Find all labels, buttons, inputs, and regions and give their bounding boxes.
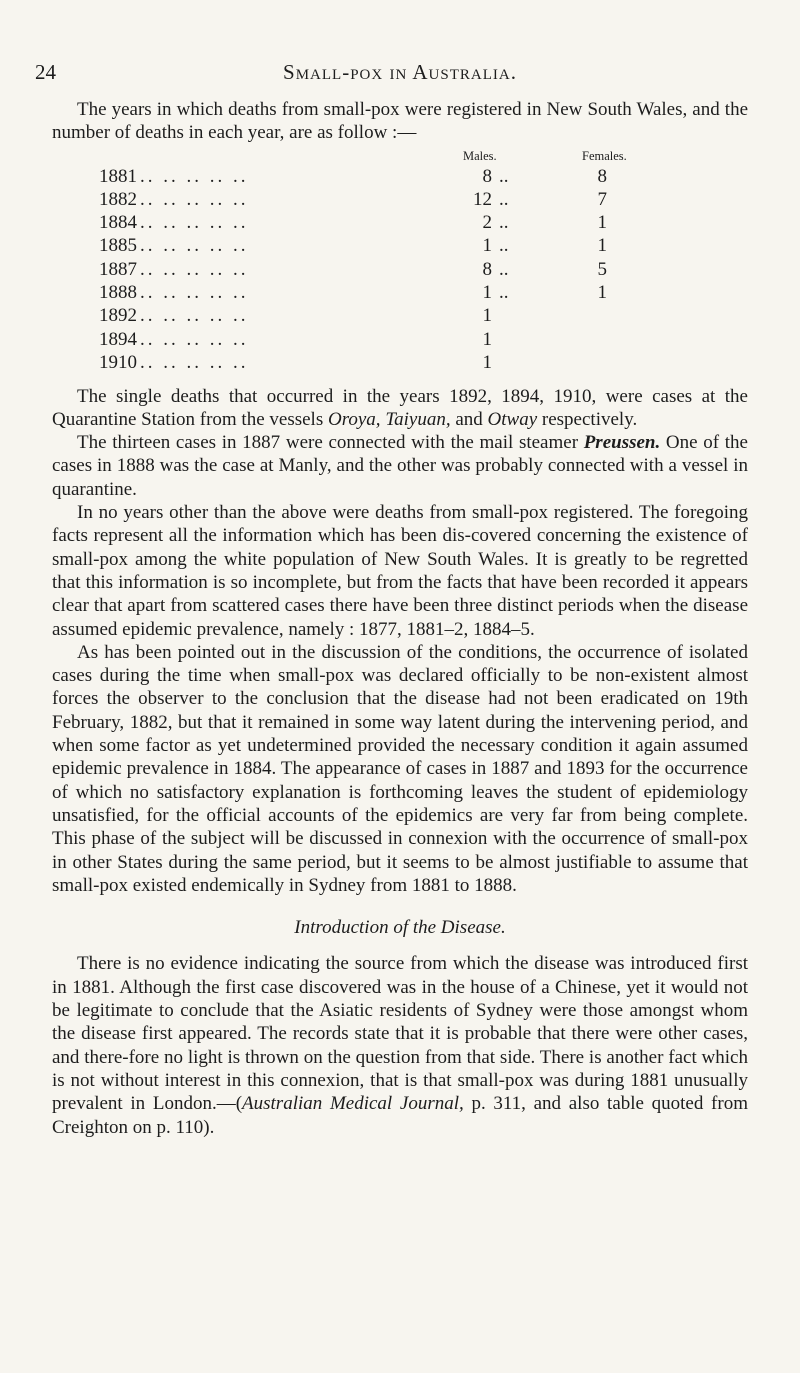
- table-row: [52, 304, 652, 327]
- table-row: [52, 234, 652, 257]
- page-number: 24: [35, 60, 56, 84]
- row-dots: .. .. .. .. ..: [140, 235, 249, 257]
- p1-text-b: respectively.: [537, 408, 638, 430]
- row-separator: ..: [499, 188, 509, 210]
- table-row: [52, 258, 652, 281]
- body-text: [52, 98, 748, 1139]
- running-head: Small-pox in Australia.: [283, 60, 517, 84]
- row-dots: .. .. .. .. ..: [140, 212, 249, 234]
- row-separator: ..: [499, 282, 509, 304]
- row-dots: .. .. .. .. ..: [140, 282, 249, 304]
- p2-text-a: The thirteen cases in 1887 were connected with the mail steamer: [77, 432, 584, 454]
- table-row: [52, 281, 652, 304]
- table-row: [52, 328, 652, 351]
- row-separator: ..: [499, 235, 509, 257]
- row-dots: .. .. .. .. ..: [140, 165, 249, 187]
- row-year: 1892: [99, 305, 137, 327]
- row-dots: .. .. .. .. ..: [140, 328, 249, 350]
- row-males: 1: [482, 305, 492, 327]
- row-males: 1: [482, 328, 492, 350]
- row-dots: .. .. .. .. ..: [140, 305, 249, 327]
- row-year: 1910: [99, 351, 137, 373]
- page-header: [35, 60, 765, 86]
- p5-text-a: There is no evidence indicating the source from which the disease was introduced first in 1881. Although the first case discovered was in the house of a Chinese, yet it would not be legitimate to conclude that the Asiatic residents of Sydney were those amongst whom the disease first appeared. The records state that it is probable that there were other cases, and there-fore no light is thrown on the question from that side. There is another fact which is not without interest in this connexion, that is that small-pox was during 1881 unusually prevalent in London.—(: [52, 953, 748, 1115]
- row-females: 1: [597, 282, 607, 304]
- table-row: [52, 211, 652, 234]
- section-heading: Introduction of the Disease.: [294, 917, 506, 939]
- table-row: [52, 351, 652, 374]
- paragraph-no-other-years: In no years other than the above were deaths from small-pox registered. The foregoing facts represent all the information which has been dis-covered concerning the existence of small-pox among the white population of New South Wales. It is greatly to be regretted that this information is so incomplete, but from the facts that have been recorded it appears clear that apart from scattered cases there have been three distinct periods when the disease assumed epidemic prevalence, namely : 1877, 1881–2, 1884–5.: [52, 502, 748, 640]
- row-year: 1894: [99, 328, 137, 350]
- deaths-table: [52, 145, 748, 385]
- row-females: 5: [597, 258, 607, 280]
- row-females: 8: [597, 165, 607, 187]
- row-males: 1: [482, 235, 492, 257]
- journal-title: Australian Medical Journal,: [242, 1093, 464, 1115]
- ship-preussen: Preussen.: [583, 432, 661, 454]
- row-males: 2: [482, 212, 492, 234]
- row-dots: .. .. .. .. ..: [140, 351, 249, 373]
- row-dots: .. .. .. .. ..: [140, 258, 249, 280]
- intro-paragraph: The years in which deaths from small-pox were registered in New South Wales, and the number of deaths in each year, are as follow :—: [52, 99, 748, 144]
- row-year: 1884: [99, 212, 137, 234]
- row-separator: ..: [499, 165, 509, 187]
- row-year: 1882: [99, 188, 137, 210]
- row-males: 8: [482, 258, 492, 280]
- p5-text-b: p. 311, and also table quoted from Creighton on p. 110).: [52, 1093, 748, 1138]
- row-females: 1: [597, 235, 607, 257]
- vessel-taiyuan: Taiyuan,: [385, 408, 451, 430]
- row-females: 7: [597, 188, 607, 210]
- p1-text-a: The single deaths that occurred in the years 1892, 1894, 1910, were cases at the Quarantine Station from the vessels: [52, 385, 748, 430]
- vessel-otway: Otway: [487, 408, 538, 430]
- row-males: 8: [482, 165, 492, 187]
- row-year: 1885: [99, 235, 137, 257]
- row-males: 1: [482, 351, 492, 373]
- row-year: 1887: [99, 258, 137, 280]
- paragraph-quarantine: [52, 385, 748, 432]
- table-row: [52, 188, 652, 211]
- p2-text-b: One of the cases in 1888 was the case at Manly, and the other was probably connected with a vessel in quarantine.: [52, 432, 748, 500]
- col-header-males: Males.: [463, 148, 497, 163]
- paragraph-isolated-cases: As has been pointed out in the discussion of the conditions, the occurrence of isolated cases during the time when small-pox was declared officially to be non-existent almost forces the observer to the conclusion that the disease had not been eradicated on 19th February, 1882, but that it remained in some way latent during the intervening period, and when some factor as yet undetermined provided the necessary condition it again assumed epidemic prevalence in 1884. The appearance of cases in 1887 and 1893 for the occurrence of which no satisfactory explanation is forthcoming leaves the student of epidemiology unsatisfied, for the official accounts of the epidemics are very far from being complete. This phase of the subject will be discussed in connexion with the occurrence of small-pox in other States during the same period, but it seems to be almost justifiable to assume that small-pox existed endemically in Sydney from 1881 to 1888.: [52, 641, 748, 896]
- row-year: 1881: [99, 165, 137, 187]
- paragraph-introduction: [52, 952, 748, 1138]
- row-year: 1888: [99, 282, 137, 304]
- row-females: 1: [597, 212, 607, 234]
- row-males: 12: [473, 188, 492, 210]
- paragraph-1887: [52, 431, 748, 501]
- row-separator: ..: [499, 212, 509, 234]
- col-header-females: Females.: [582, 148, 627, 163]
- row-males: 1: [482, 282, 492, 304]
- table-row: [52, 165, 652, 188]
- vessel-oroya: Oroya,: [327, 408, 381, 430]
- row-dots: .. .. .. .. ..: [140, 188, 249, 210]
- row-separator: ..: [499, 258, 509, 280]
- p1-and: and: [450, 408, 488, 430]
